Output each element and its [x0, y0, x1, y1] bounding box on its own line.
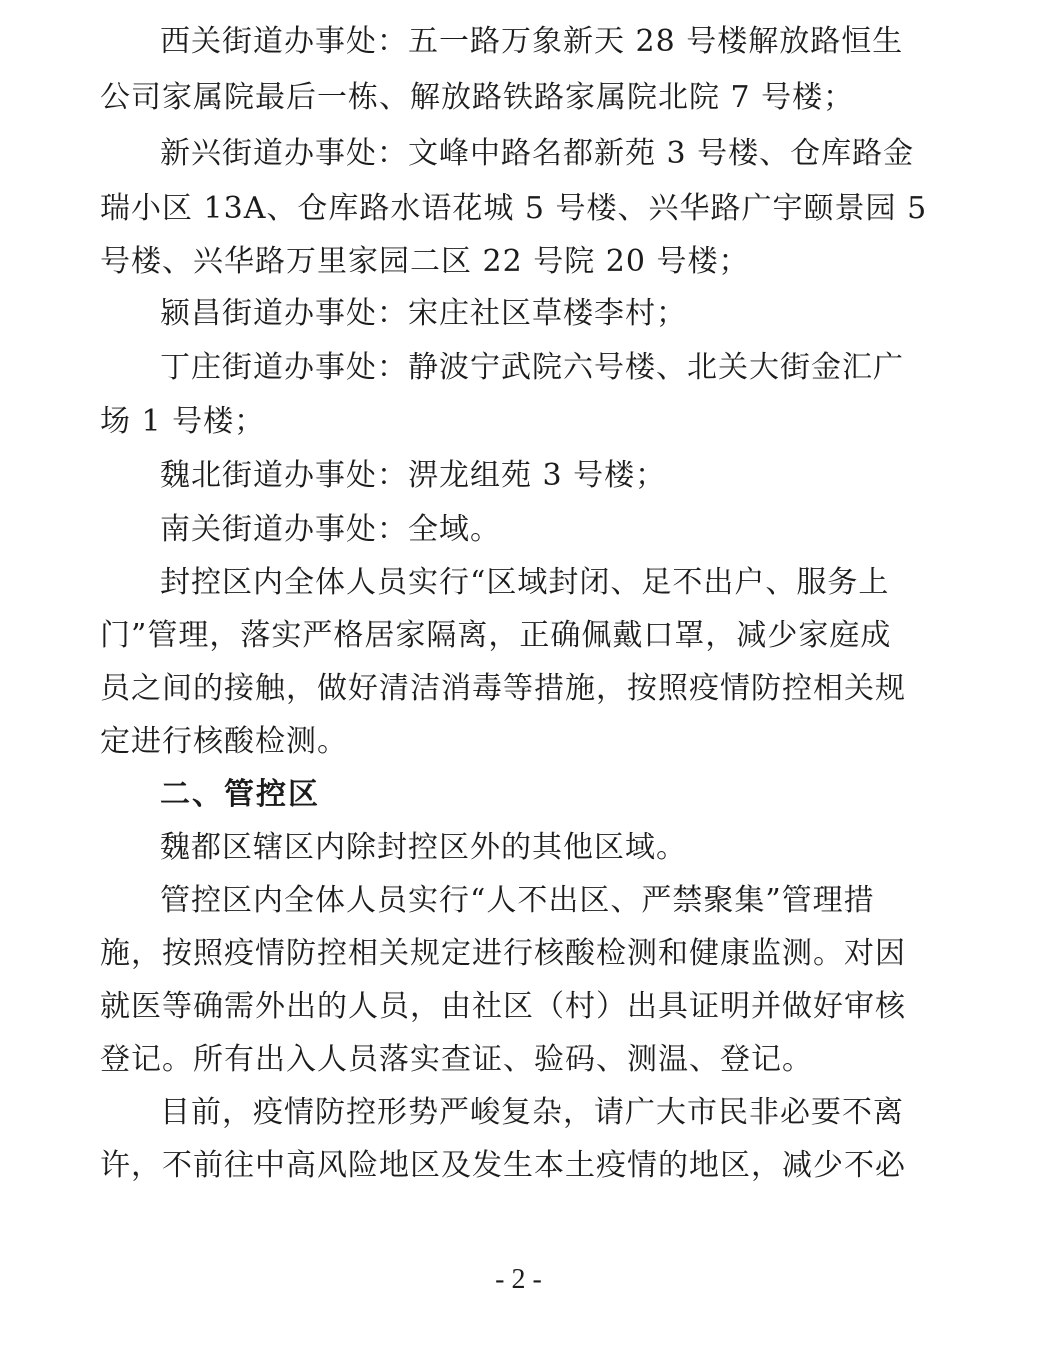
text-line: 号楼、兴华路万里家园二区 22 号院 20 号楼； [100, 244, 750, 279]
text-line: 员之间的接触，做好清洁消毒等措施，按照疫情防控相关规 [100, 671, 906, 706]
text-line: 魏北街道办事处：淠龙组苑 3 号楼； [160, 458, 667, 493]
text-line: 门”管理，落实严格居家隔离，正确佩戴口罩，减少家庭成 [100, 618, 892, 653]
text-line: 瑞小区 13A、仓库路水语花城 5 号楼、兴华路广宇颐景园 5 [100, 191, 928, 226]
text-line: 目前，疫情防控形势严峻复杂，请广大市民非必要不离 [160, 1095, 904, 1130]
text-line: 魏都区辖区内除封控区外的其他区域。 [160, 830, 687, 865]
text-line: 登记。所有出入人员落实查证、验码、测温、登记。 [100, 1042, 813, 1077]
text-line: 南关街道办事处：全域。 [160, 512, 501, 547]
page-number: - 2 - [495, 1264, 542, 1295]
text-line: 就医等确需外出的人员，由社区（村）出具证明并做好审核 [100, 989, 906, 1024]
text-line: 定进行核酸检测。 [100, 724, 348, 759]
text-line: 封控区内全体人员实行“区域封闭、足不出户、服务上 [160, 565, 890, 600]
text-line: 丁庄街道办事处：静波宁武院六号楼、北关大街金汇广 [160, 350, 904, 385]
text-line: 西关街道办事处：五一路万象新天 28 号楼解放路恒生 [160, 24, 904, 59]
section-heading: 二、管控区 [160, 777, 320, 812]
text-line: 许，不前往中高风险地区及发生本土疫情的地区，减少不必 [100, 1148, 906, 1183]
text-line: 管控区内全体人员实行“人不出区、严禁聚集”管理措 [160, 883, 875, 918]
text-line: 场 1 号楼； [100, 404, 266, 439]
text-line: 公司家属院最后一栋、解放路铁路家属院北院 7 号楼； [100, 80, 855, 115]
text-line: 颍昌街道办事处：宋庄社区草楼李村； [160, 296, 687, 331]
text-line: 施，按照疫情防控相关规定进行核酸检测和健康监测。对因 [100, 936, 906, 971]
text-line: 新兴街道办事处：文峰中路名都新苑 3 号楼、仓库路金 [160, 136, 915, 171]
